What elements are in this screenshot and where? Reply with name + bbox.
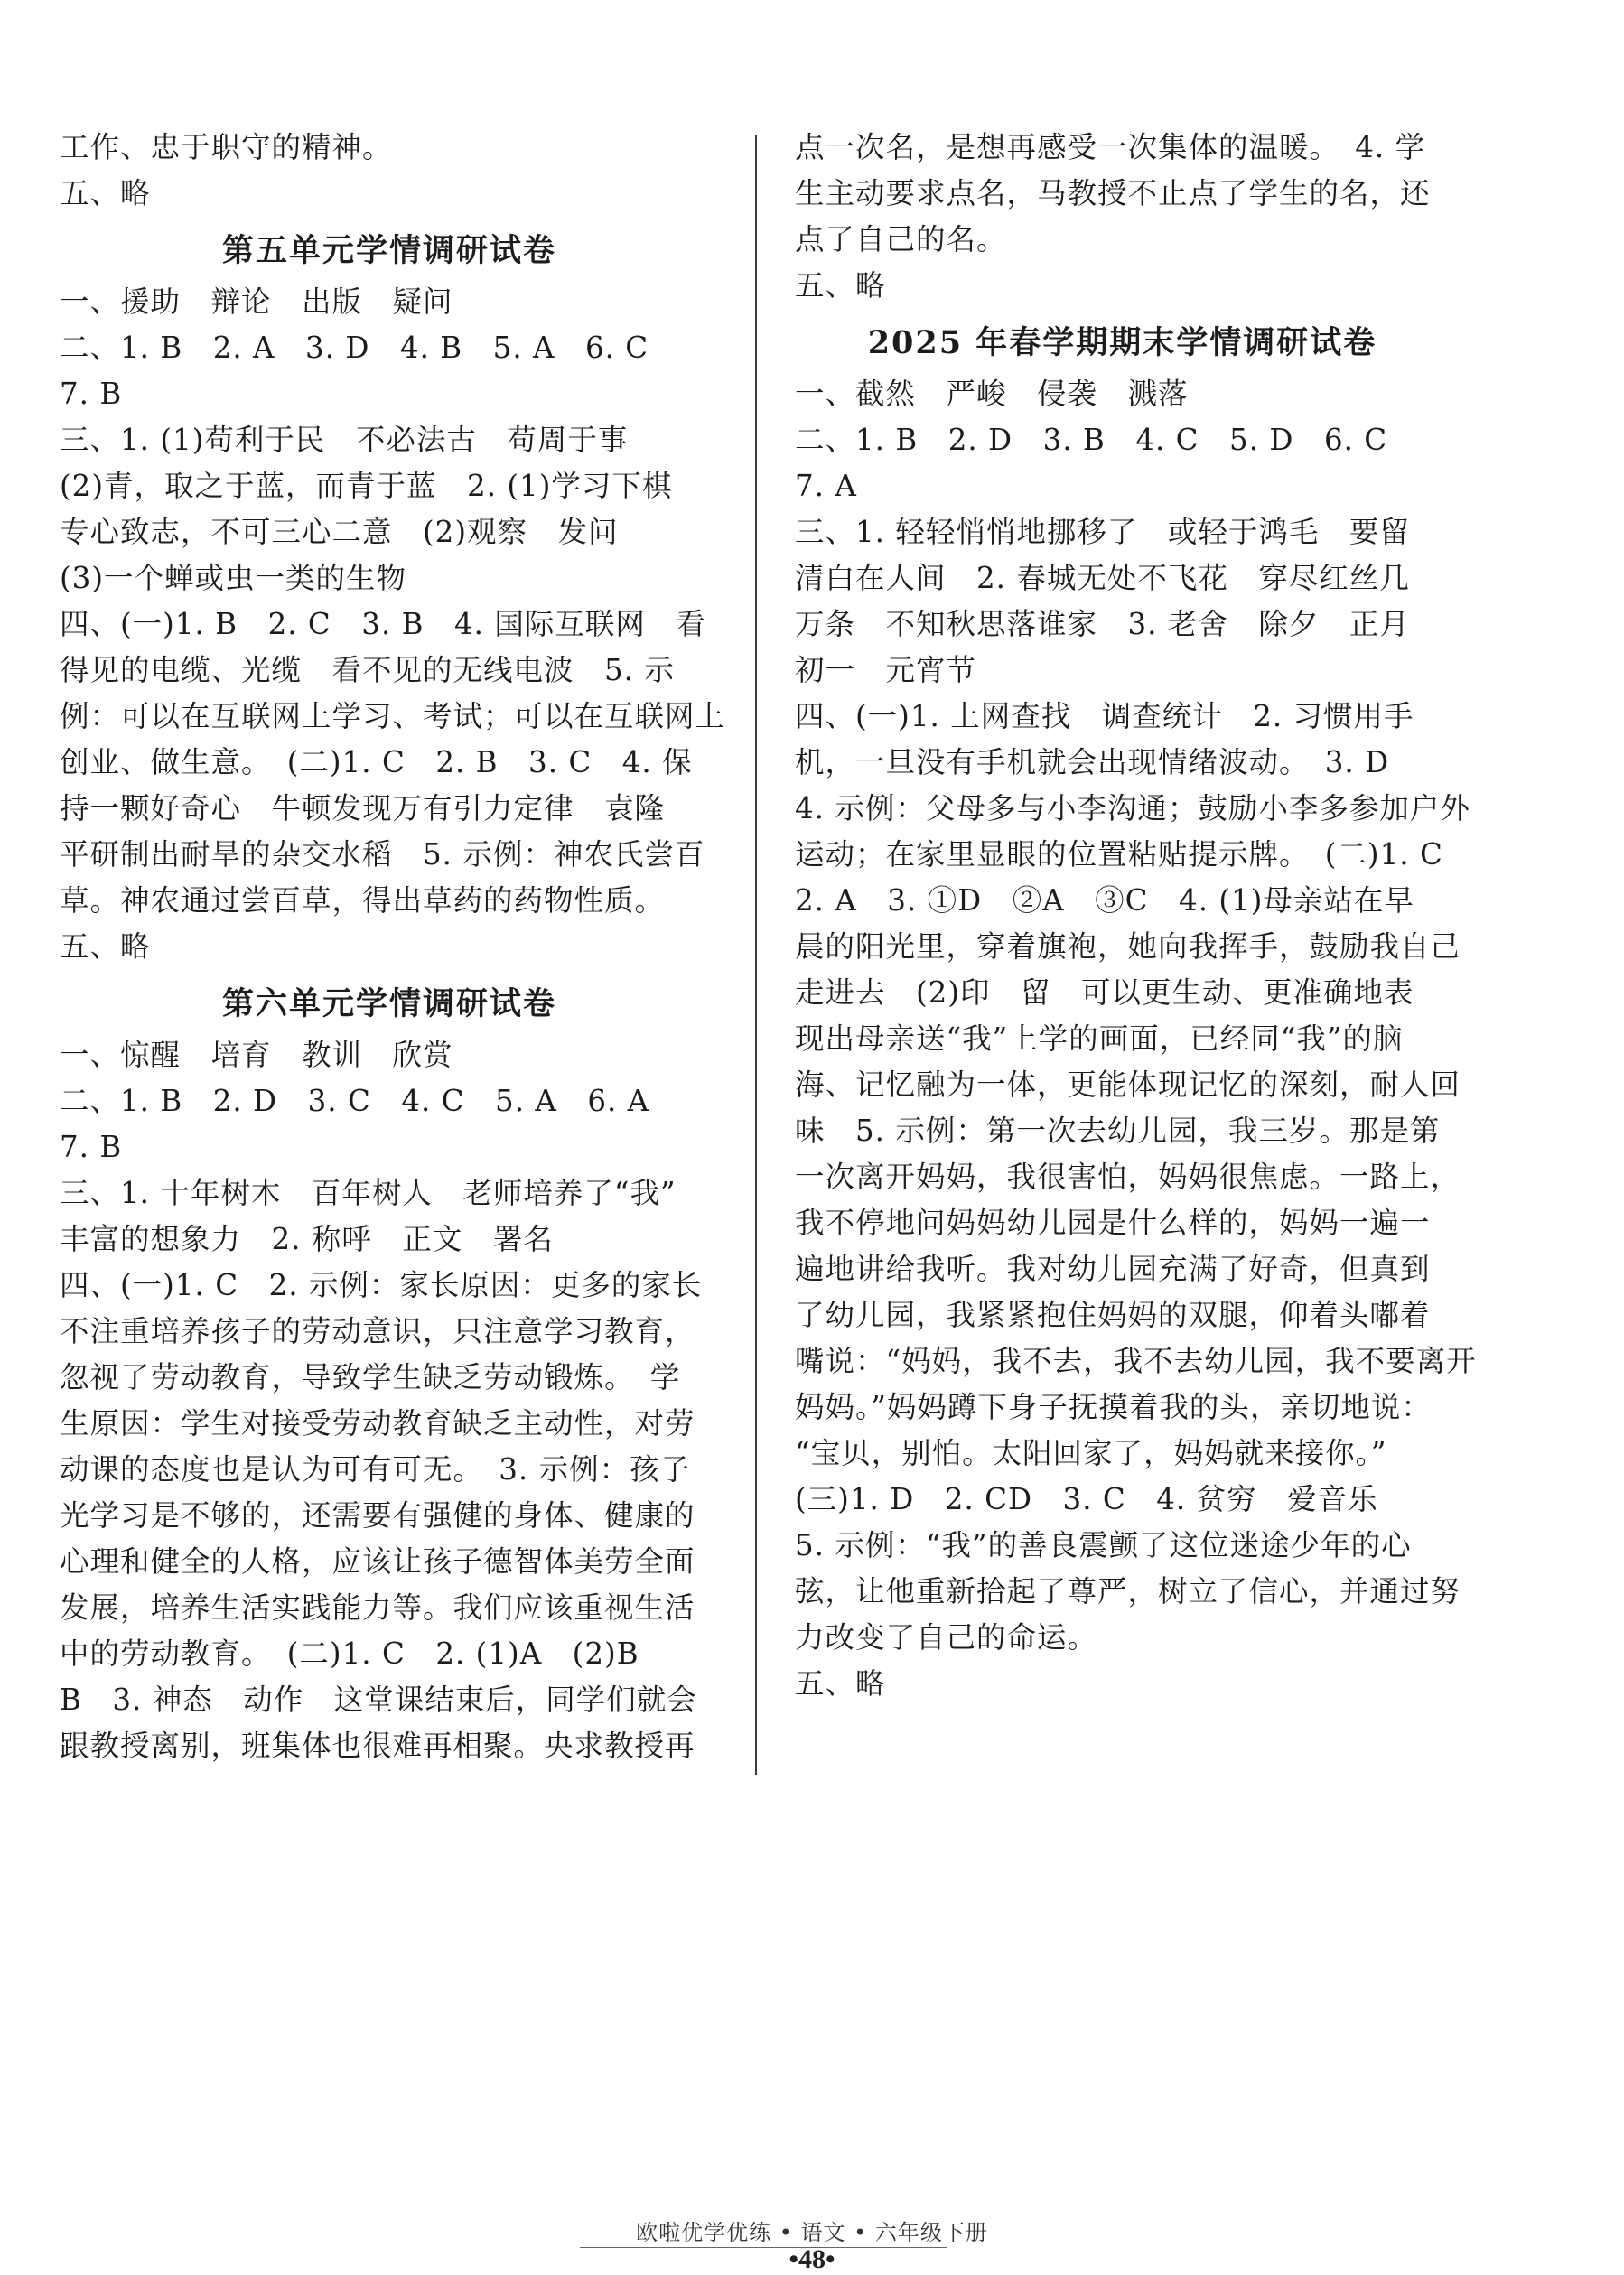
answer-line: 丰富的想象力 2. 称呼 正文 署名: [60, 1222, 554, 1256]
answer-line: 我不停地问妈妈幼儿园是什么样的，妈妈一遍一: [795, 1206, 1431, 1240]
answer-line: 忽视了劳动教育，导致学生缺乏劳动锻炼。 学: [60, 1360, 681, 1394]
answer-line: 弦，让他重新拾起了尊严，树立了信心，并通过努: [795, 1574, 1461, 1608]
answer-line: 力改变了自己的命运。: [795, 1620, 1098, 1655]
answer-line: 运动；在家里显眼的位置粘贴提示牌。 (二)1. C: [795, 837, 1443, 872]
answer-line: 点一次名，是想再感受一次集体的温暖。 4. 学: [795, 130, 1426, 164]
answer-line: 持一颗好奇心 牛顿发现万有引力定律 袁隆: [60, 791, 666, 825]
answer-line: 二、1. B 2. D 3. C 4. C 5. A 6. A: [60, 1084, 650, 1118]
answer-line: 中的劳动教育。 (二)1. C 2. (1)A (2)B: [60, 1636, 639, 1671]
answer-line: (2)青，取之于蓝，而青于蓝 2. (1)学习下棋: [60, 469, 673, 503]
answer-line: 初一 元宵节: [795, 653, 977, 687]
answer-line: 例：可以在互联网上学习、考试；可以在互联网上: [60, 699, 726, 733]
answer-line: 嘴说：“妈妈，我不去，我不去幼儿园，我不要离开: [795, 1344, 1477, 1378]
answer-line: 现出母亲送“我”上学的画面，已经同“我”的脑: [795, 1021, 1404, 1056]
answer-line: 7. A: [795, 469, 857, 503]
answer-line: 一、惊醒 培育 教训 欣赏: [60, 1038, 453, 1072]
answer-line: 工作、忠于职守的精神。: [60, 130, 393, 164]
answer-line: 五、略: [795, 1666, 886, 1701]
answer-line: 走进去 (2)印 留 可以更生动、更准确地表: [795, 975, 1414, 1010]
answer-line: 5. 示例：“我”的善良震颤了这位迷途少年的心: [795, 1528, 1412, 1562]
answer-line: 了幼儿园，我紧紧抱住妈妈的双腿，仰着头嘟着: [795, 1298, 1431, 1332]
section-heading: 2025 年春学期期末学情调研试卷: [867, 324, 1377, 361]
answer-line: 点了自己的名。: [795, 222, 1007, 256]
answer-line: 海、记忆融为一体，更能体现记忆的深刻，耐人回: [795, 1068, 1461, 1102]
answer-line: 不注重培养孩子的劳动意识，只注意学习教育，: [60, 1314, 695, 1348]
left-column: [60, 125, 726, 1769]
answer-line: 遍地讲给我听。我对幼儿园充满了好奇，但真到: [795, 1252, 1431, 1286]
answer-line: 万条 不知秋思落谁家 3. 老舍 除夕 正月: [795, 607, 1410, 641]
answer-line: 创业、做生意。 (二)1. C 2. B 3. C 4. 保: [60, 745, 693, 779]
answer-line: 三、1. 十年树木 百年树人 老师培养了“我”: [60, 1176, 677, 1210]
answer-line: 三、1. 轻轻悄悄地挪移了 或轻于鸿毛 要留: [795, 515, 1410, 549]
answer-line: 一、援助 辩论 出版 疑问: [60, 284, 453, 319]
answer-line: 二、1. B 2. A 3. D 4. B 5. A 6. C: [60, 331, 649, 365]
right-column: [795, 125, 1477, 1707]
answer-line: “宝贝，别怕。太阳回家了，妈妈就来接你。”: [795, 1436, 1387, 1470]
answer-line: 五、略: [795, 268, 886, 303]
answer-line: 4. 示例：父母多与小李沟通；鼓励小李多参加户外: [795, 791, 1470, 825]
answer-line: 一次离开妈妈，我很害怕，妈妈很焦虑。一路上，: [795, 1160, 1461, 1194]
page-number: •48•: [789, 2244, 835, 2274]
answer-line: 四、(一)1. 上网查找 调查统计 2. 习惯用手: [795, 699, 1414, 733]
answer-line: 机，一旦没有手机就会出现情绪波动。 3. D: [795, 745, 1390, 779]
answer-line: 生主动要求点名，马教授不止点了学生的名，还: [795, 176, 1431, 210]
answer-line: 跟教授离别，班集体也很难再相聚。央求教授再: [60, 1729, 695, 1763]
answer-line: 心理和健全的人格，应该让孩子德智体美劳全面: [60, 1544, 695, 1579]
answer-line: 动课的态度也是认为可有可无。 3. 示例：孩子: [60, 1452, 691, 1487]
answer-line: 发展，培养生活实践能力等。我们应该重视生活: [60, 1590, 695, 1625]
answer-line: 一、截然 严峻 侵袭 溅落: [795, 377, 1189, 411]
answer-line: 二、1. B 2. D 3. B 4. C 5. D 6. C: [795, 423, 1388, 457]
answer-line: 五、略: [60, 929, 151, 964]
answer-line: B 3. 神态 动作 这堂课结束后，同学们就会: [60, 1683, 697, 1717]
footer-book-title: 欧啦优学优练 • 语文 • 六年级下册: [636, 2220, 988, 2245]
answer-line: 光学习是不够的，还需要有强健的身体、健康的: [60, 1498, 695, 1533]
answer-line: 四、(一)1. B 2. C 3. B 4. 国际互联网 看: [60, 607, 706, 641]
answer-line: 专心致志，不可三心二意 (2)观察 发问: [60, 515, 619, 549]
answer-line: 得见的电缆、光缆 看不见的无线电波 5. 示: [60, 653, 675, 687]
answer-line: 味 5. 示例：第一次去幼儿园，我三岁。那是第: [795, 1114, 1441, 1148]
answer-line: 三、1. (1)苟利于民 不必法古 苟周于事: [60, 423, 629, 457]
answer-line: 晨的阳光里，穿着旗袍，她向我挥手，鼓励我自己: [795, 929, 1461, 964]
answer-line: 7. B: [60, 1130, 123, 1164]
answer-line: 妈妈。”妈妈蹲下身子抚摸着我的头，亲切地说：: [795, 1390, 1432, 1424]
answer-line: 五、略: [60, 176, 151, 210]
answer-line: 清白在人间 2. 春城无处不飞花 穿尽红丝几: [795, 561, 1410, 595]
answer-line: 平研制出耐旱的杂交水稻 5. 示例：神农氏尝百: [60, 837, 705, 872]
section-heading: 第五单元学情调研试卷: [221, 232, 556, 269]
column-divider: [755, 135, 757, 1775]
answer-line: 草。神农通过尝百草，得出草药的药物性质。: [60, 883, 666, 918]
section-heading: 第六单元学情调研试卷: [221, 985, 556, 1022]
answer-line: 生原因：学生对接受劳动教育缺乏主动性，对劳: [60, 1406, 695, 1441]
answer-line: (三)1. D 2. CD 3. C 4. 贫穷 爱音乐: [795, 1482, 1378, 1516]
answer-line: 2. A 3. ①D ②A ③C 4. (1)母亲站在早: [795, 883, 1414, 918]
answer-line: 四、(一)1. C 2. 示例：家长原因：更多的家长: [60, 1268, 703, 1302]
answer-line: (3)一个蝉或虫一类的生物: [60, 561, 407, 595]
answer-line: 7. B: [60, 377, 123, 411]
